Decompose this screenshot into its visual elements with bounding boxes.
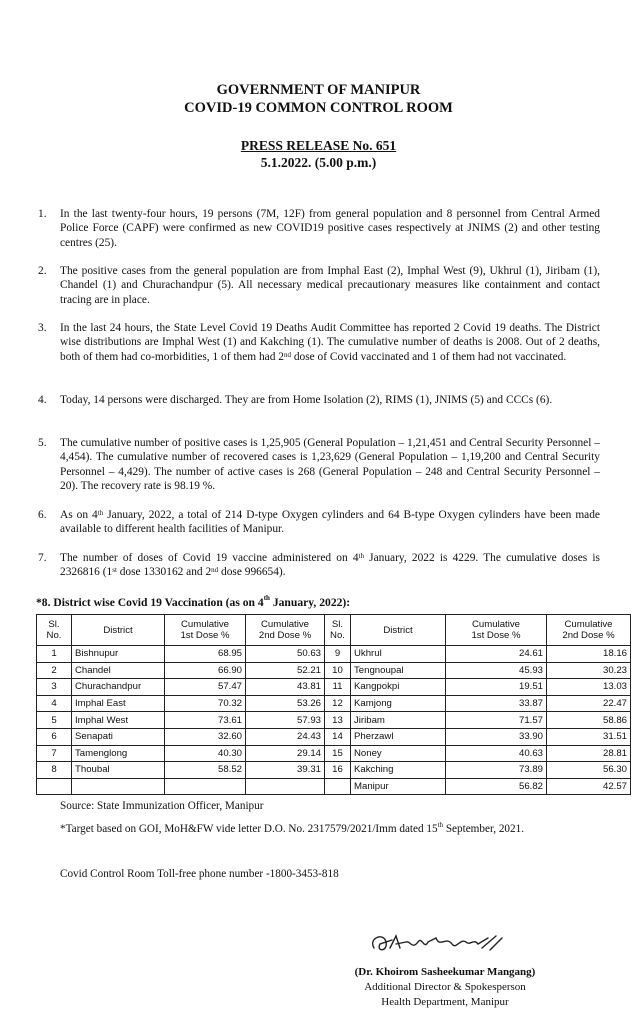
table-cell: Tengnoupal bbox=[351, 662, 446, 679]
table-cell: 31.51 bbox=[547, 728, 631, 745]
text-run: Today, 14 persons were discharged. They are from Home Isolation (2), RIMS (1), JNIMS (5) and CCCs (6). bbox=[60, 394, 553, 406]
column-header: Cumulative 1st Dose % bbox=[446, 615, 547, 646]
signature-image bbox=[366, 928, 516, 958]
text-run: *8. District wise Covid 19 Vaccination (as on 4 bbox=[36, 596, 264, 609]
table-cell: 56.82 bbox=[446, 778, 547, 795]
table-cell: 14 bbox=[325, 728, 351, 745]
text-run: The positive cases from the general population are from Imphal East (2), Imphal West (9), Ukhrul (1), Jiribam (1), Chandel (1) and Churachandpur (5). All necessary medical precautionary measures like containment and contact tracing are in place. bbox=[60, 265, 600, 306]
table-cell: 4 bbox=[37, 695, 72, 712]
table-cell: 10 bbox=[325, 662, 351, 679]
table-cell: 24.43 bbox=[246, 728, 325, 745]
table-cell: Noney bbox=[351, 745, 446, 762]
item-number: 4. bbox=[38, 394, 47, 406]
signatory-name: (Dr. Khoirom Sasheekumar Mangang) bbox=[354, 966, 536, 978]
column-header: Cumulative 2nd Dose % bbox=[547, 615, 631, 646]
text-run: dose of Covid vaccinated and 1 of them had not vaccinated. bbox=[290, 350, 567, 363]
table-cell: Kakching bbox=[351, 762, 446, 779]
table-cell bbox=[165, 778, 246, 795]
table-cell: Jiribam bbox=[351, 712, 446, 729]
table-cell: 1 bbox=[37, 646, 72, 663]
text-run: January, 2022): bbox=[269, 596, 351, 609]
table-cell: 18.16 bbox=[547, 646, 631, 663]
table-cell bbox=[37, 778, 72, 795]
table-cell: Manipur bbox=[351, 778, 446, 795]
text-run: *Target based on GOI, MoH&FW vide letter D.O. No. 2317579/2021/Imm dated 15 bbox=[60, 823, 438, 835]
text-run: In the last twenty-four hours, 19 persons (7M, 12F) from general population and 8 personnel from Central Armed Police Force (CAPF) were confirmed as new COVID19 positive cases respectively at JNIMS (2) and other testing centres (25). bbox=[60, 208, 600, 249]
table-cell: 73.89 bbox=[446, 762, 547, 779]
item-number: 7. bbox=[38, 552, 47, 564]
table-row bbox=[37, 695, 631, 712]
item-text bbox=[60, 551, 600, 580]
table-cell: 8 bbox=[37, 762, 72, 779]
table-cell: Chandel bbox=[72, 662, 165, 679]
table-cell: 42.57 bbox=[547, 778, 631, 795]
table-cell: 33.90 bbox=[446, 728, 547, 745]
table-cell: 13.03 bbox=[547, 679, 631, 696]
table-row bbox=[37, 762, 631, 779]
item-number: 5. bbox=[38, 437, 47, 449]
table-header-row bbox=[37, 615, 631, 646]
table-cell: 24.61 bbox=[446, 646, 547, 663]
table-cell: 57.47 bbox=[165, 679, 246, 696]
item-number: 3. bbox=[38, 322, 47, 334]
release-item bbox=[38, 508, 600, 537]
signatory-department: Health Department, Manipur bbox=[381, 996, 509, 1008]
item-number: 1. bbox=[38, 208, 47, 220]
ordinal-suffix: nd bbox=[211, 566, 219, 575]
table-cell: 19.51 bbox=[446, 679, 547, 696]
table-row bbox=[37, 712, 631, 729]
table-cell: 5 bbox=[37, 712, 72, 729]
table-cell: 9 bbox=[325, 646, 351, 663]
table-cell: Pherzawl bbox=[351, 728, 446, 745]
table-cell: 22.47 bbox=[547, 695, 631, 712]
ordinal-suffix: th bbox=[437, 821, 444, 829]
table-cell: 32.60 bbox=[165, 728, 246, 745]
column-header: Cumulative 1st Dose % bbox=[165, 615, 246, 646]
column-header: Sl. No. bbox=[37, 615, 72, 646]
table-row bbox=[37, 778, 631, 795]
table-cell: Tamenglong bbox=[72, 745, 165, 762]
table-cell: 45.93 bbox=[446, 662, 547, 679]
table-cell: 70.32 bbox=[165, 695, 246, 712]
table-cell: 12 bbox=[325, 695, 351, 712]
text-run: As on 4 bbox=[60, 509, 98, 521]
release-item bbox=[38, 436, 600, 494]
table-cell: Senapati bbox=[72, 728, 165, 745]
table-cell: Churachandpur bbox=[72, 679, 165, 696]
table-cell: 39.31 bbox=[246, 762, 325, 779]
table-cell: 71.57 bbox=[446, 712, 547, 729]
table-cell: 68.95 bbox=[165, 646, 246, 663]
text-run: In the last 24 hours, the State Level Covid 19 Deaths Audit Committee has reported 2 Covid 19 deaths. The District wise distributions are Imphal West (1) and Kakching (1). The cumulative number of deaths is 2008. Out of 2 deaths, both of them had co-morbidities, 1 of them had 2 bbox=[60, 322, 600, 363]
ordinal-suffix: st bbox=[112, 566, 117, 575]
table-cell: 58.86 bbox=[547, 712, 631, 729]
table-cell bbox=[246, 778, 325, 795]
item-text bbox=[60, 207, 600, 250]
release-item bbox=[38, 321, 600, 364]
source-note: Source: State Immunization Officer, Manipur bbox=[60, 800, 264, 812]
item-number: 2. bbox=[38, 265, 47, 277]
item-number: 6. bbox=[38, 509, 47, 521]
table-cell: 16 bbox=[325, 762, 351, 779]
control-room-heading: COVID-19 COMMON CONTROL ROOM bbox=[184, 100, 453, 116]
table-row bbox=[37, 745, 631, 762]
table-cell: Bishnupur bbox=[72, 646, 165, 663]
table-cell: 33.87 bbox=[446, 695, 547, 712]
table-cell: 11 bbox=[325, 679, 351, 696]
text-run: dose 1330162 and 2 bbox=[116, 566, 212, 579]
vaccination-table bbox=[36, 614, 631, 795]
signatory-title: Additional Director & Spokesperson bbox=[364, 981, 526, 993]
table-row bbox=[37, 662, 631, 679]
column-header: District bbox=[72, 615, 165, 646]
text-run: The cumulative number of positive cases is 1,25,905 (General Population – 1,21,451 and Central Security Personnel – 4,454). The cumulative number of recovered cases is 1,23,629 (General Population – 1,19,200 and Central Security Personnel – 4,429). The number of active cases is 268 (General Population – 248 and Central Security Personnel – 20). The recovery rate is 98.19 %. bbox=[60, 437, 600, 493]
table-cell: 52.21 bbox=[246, 662, 325, 679]
release-item bbox=[38, 551, 600, 580]
press-release-number: PRESS RELEASE No. 651 bbox=[240, 138, 397, 153]
column-header: Cumulative 2nd Dose % bbox=[246, 615, 325, 646]
item-text bbox=[60, 393, 600, 407]
item-text bbox=[60, 508, 600, 537]
helpline-note: Covid Control Room Toll-free phone number -1800-3453-818 bbox=[60, 868, 339, 880]
text-run: September, 2021. bbox=[443, 823, 524, 835]
table-cell bbox=[72, 778, 165, 795]
release-datetime: 5.1.2022. (5.00 p.m.) bbox=[260, 155, 377, 170]
table-cell: 73.61 bbox=[165, 712, 246, 729]
table-cell: Thoubal bbox=[72, 762, 165, 779]
table-cell: 40.63 bbox=[446, 745, 547, 762]
table-cell: 7 bbox=[37, 745, 72, 762]
table-cell: 6 bbox=[37, 728, 72, 745]
item-text bbox=[60, 264, 600, 307]
table-row bbox=[37, 679, 631, 696]
ordinal-suffix: nd bbox=[283, 350, 291, 359]
vaccination-table-title bbox=[36, 596, 350, 609]
table-cell: 57.93 bbox=[246, 712, 325, 729]
table-cell bbox=[325, 778, 351, 795]
target-note bbox=[60, 823, 524, 835]
table-cell: 66.90 bbox=[165, 662, 246, 679]
item-text bbox=[60, 321, 600, 364]
table-row bbox=[37, 646, 631, 663]
table-row bbox=[37, 728, 631, 745]
table-cell: 29.14 bbox=[246, 745, 325, 762]
item-text bbox=[60, 436, 600, 494]
ordinal-suffix: th bbox=[263, 594, 270, 602]
table-cell: 43.81 bbox=[246, 679, 325, 696]
table-cell: 40.30 bbox=[165, 745, 246, 762]
table-cell: 53.26 bbox=[246, 695, 325, 712]
table-cell: 50.63 bbox=[246, 646, 325, 663]
table-cell: 13 bbox=[325, 712, 351, 729]
column-header: District bbox=[351, 615, 446, 646]
ordinal-suffix: th bbox=[97, 509, 104, 517]
table-cell: Ukhrul bbox=[351, 646, 446, 663]
release-item bbox=[38, 207, 600, 250]
table-cell: Imphal East bbox=[72, 695, 165, 712]
table-cell: 15 bbox=[325, 745, 351, 762]
text-run: January, 2022 is 4229. The cumulative doses is 2326816 (1 bbox=[60, 552, 600, 579]
column-header: Sl. No. bbox=[325, 615, 351, 646]
table-cell: 28.81 bbox=[547, 745, 631, 762]
table-cell: 30.23 bbox=[547, 662, 631, 679]
text-run: January, 2022, a total of 214 D-type Oxygen cylinders and 64 B-type Oxygen cylinders have been made available to different health facilities of Manipur. bbox=[60, 509, 600, 536]
table-cell: 3 bbox=[37, 679, 72, 696]
table-cell: 2 bbox=[37, 662, 72, 679]
table-cell: 58.52 bbox=[165, 762, 246, 779]
release-item bbox=[38, 264, 600, 307]
govt-heading: GOVERNMENT OF MANIPUR bbox=[216, 82, 421, 98]
release-item bbox=[38, 393, 600, 407]
table-cell: Kamjong bbox=[351, 695, 446, 712]
table-cell: 56.30 bbox=[547, 762, 631, 779]
text-run: dose 996654). bbox=[218, 566, 286, 579]
table-cell: Kangpokpi bbox=[351, 679, 446, 696]
text-run: The number of doses of Covid 19 vaccine administered on 4 bbox=[60, 552, 359, 564]
ordinal-suffix: th bbox=[358, 552, 364, 560]
table-cell: Imphal West bbox=[72, 712, 165, 729]
